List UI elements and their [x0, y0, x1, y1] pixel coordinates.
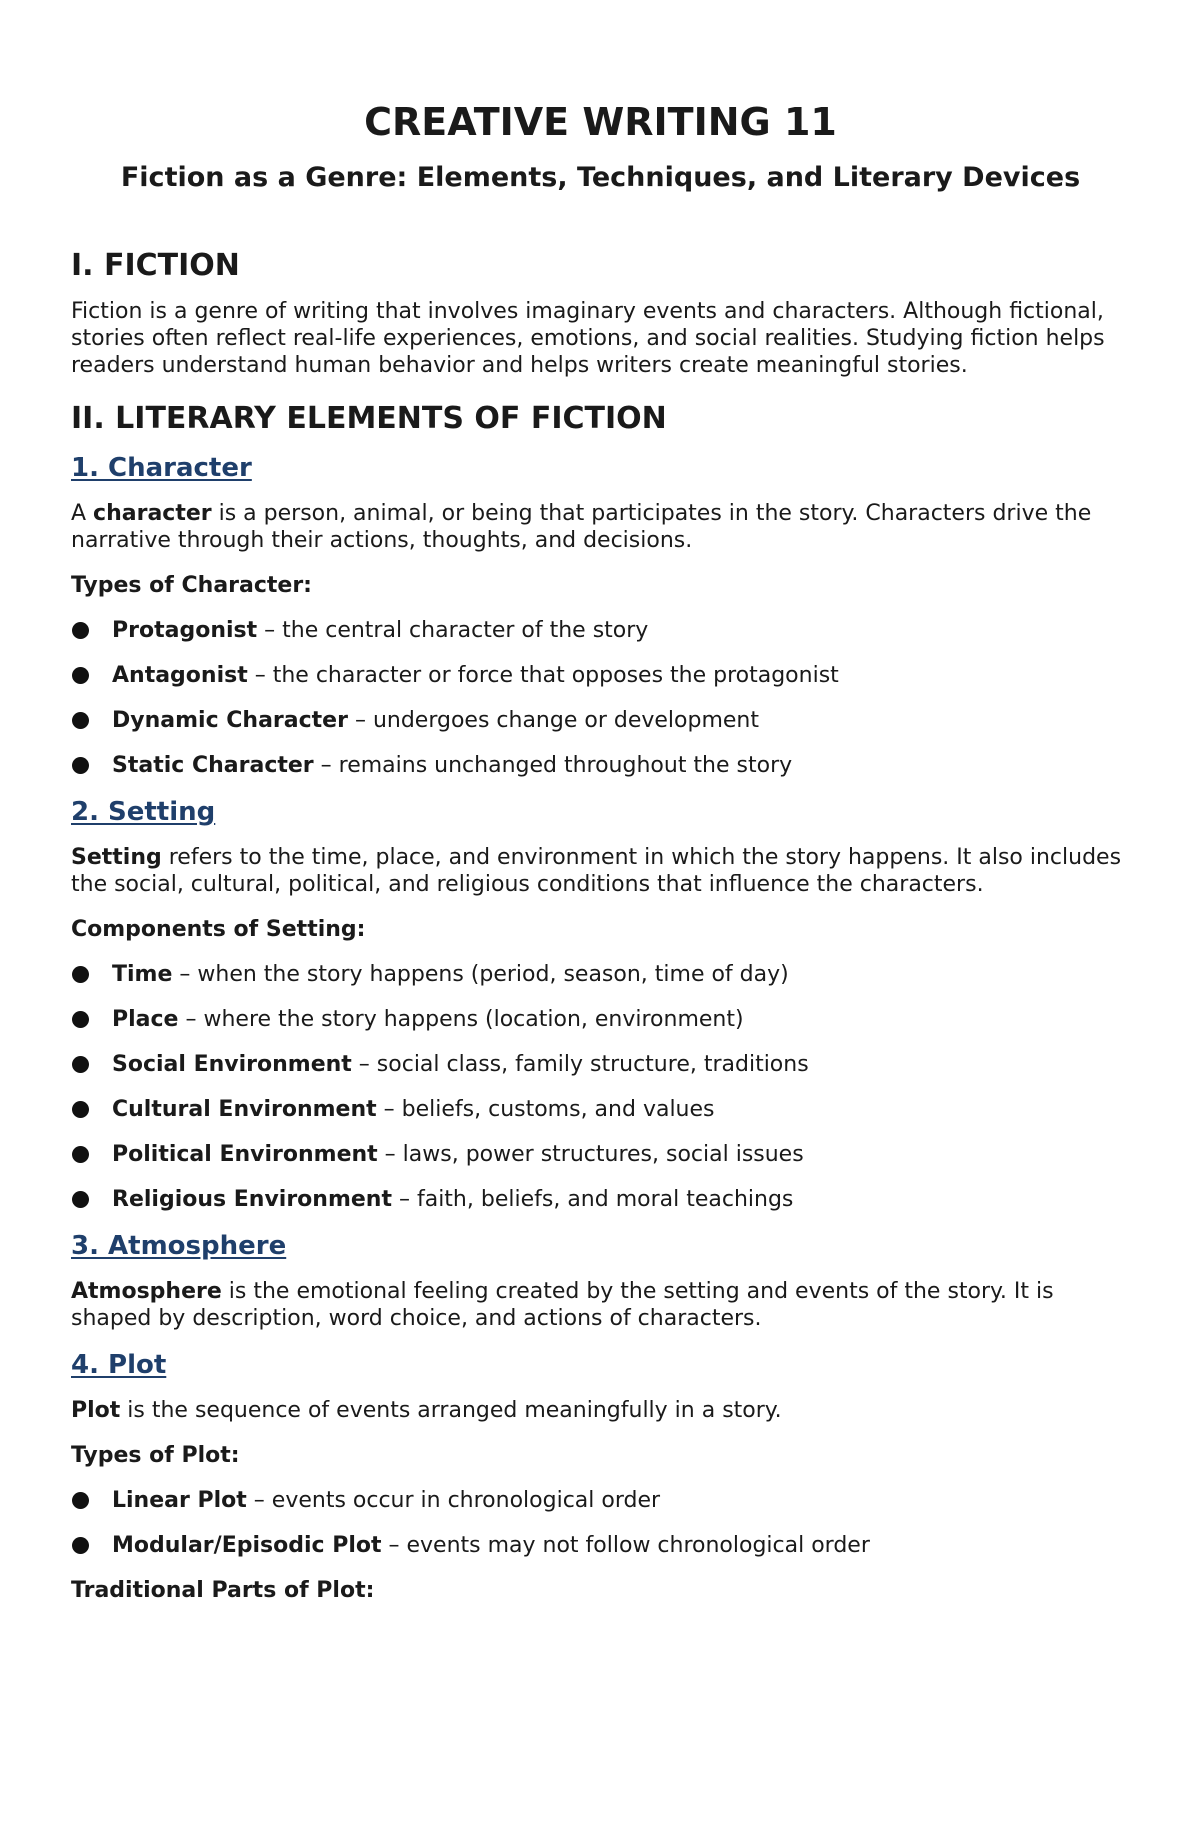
- setting-components-list: [71, 961, 1130, 1213]
- list-item-desc: – social class, family structure, traditions: [351, 1051, 809, 1077]
- character-heading: 1. Character: [71, 452, 252, 483]
- character-subsection: [71, 453, 1130, 779]
- bullet-icon: [72, 712, 89, 729]
- list-item-term: Linear Plot: [112, 1488, 247, 1514]
- atmosphere-intro-rest: is the emotional feeling created by the setting and events of the story. It is shaped by description, word choice, and actions of characters.: [71, 1279, 1054, 1332]
- character-types-label: Types of Character:: [71, 572, 312, 598]
- character-intro-term: character: [93, 500, 212, 526]
- list-item-term: Political Environment: [112, 1141, 378, 1167]
- literary-elements-heading: II. LITERARY ELEMENTS OF FICTION: [71, 400, 667, 436]
- list-item-term: Static Character: [112, 752, 314, 778]
- list-item-term: Modular/Episodic Plot: [112, 1533, 382, 1559]
- setting-components-label: Components of Setting:: [71, 916, 366, 942]
- bullet-icon: [72, 1146, 89, 1163]
- list-item: [71, 1186, 1130, 1213]
- plot-intro: [71, 1397, 1130, 1424]
- fiction-body: Fiction is a genre of writing that involves imaginary events and characters. Although fictional, stories often reflect real-life experiences, emotions, and social realities. Studying fiction helps readers understand human behavior and helps writers create meaningful stories.: [71, 298, 1105, 378]
- list-item-desc: – beliefs, customs, and values: [376, 1096, 715, 1122]
- document-title: CREATIVE WRITING 11: [364, 100, 837, 144]
- list-item-desc: – remains unchanged throughout the story: [313, 752, 793, 778]
- setting-heading: 2. Setting: [71, 796, 216, 827]
- list-item-desc: – events may not follow chronological order: [381, 1533, 870, 1559]
- bullet-icon: [72, 1101, 89, 1118]
- list-item-desc: – the central character of the story: [257, 617, 649, 643]
- list-item-desc: – laws, power structures, social issues: [377, 1141, 804, 1167]
- list-item: [71, 1141, 1130, 1168]
- bullet-icon: [72, 667, 89, 684]
- list-item: [71, 662, 1130, 689]
- bullet-icon: [72, 1492, 89, 1509]
- bullet-icon: [72, 757, 89, 774]
- setting-intro: [71, 844, 1130, 898]
- bullet-icon: [72, 1011, 89, 1028]
- literary-elements-section: [71, 401, 1130, 1605]
- character-intro-lead: A: [71, 500, 94, 526]
- setting-intro-term: Setting: [71, 844, 162, 870]
- list-item-term: Place: [112, 1006, 179, 1032]
- list-item-term: Cultural Environment: [112, 1096, 377, 1122]
- atmosphere-intro: [71, 1278, 1130, 1332]
- bullet-icon: [72, 966, 89, 983]
- document-subtitle: Fiction as a Genre: Elements, Techniques, and Literary Devices: [120, 161, 1081, 193]
- atmosphere-subsection: [71, 1231, 1130, 1332]
- atmosphere-intro-term: Atmosphere: [71, 1279, 222, 1305]
- list-item: [71, 1096, 1130, 1123]
- bullet-icon: [72, 1537, 89, 1554]
- list-item: [71, 961, 1130, 988]
- plot-intro-term: Plot: [71, 1398, 121, 1424]
- list-item: [71, 1006, 1130, 1033]
- list-item-term: Antagonist: [112, 662, 248, 688]
- list-item-desc: – where the story happens (location, environment): [178, 1006, 744, 1032]
- bullet-icon: [72, 1191, 89, 1208]
- list-item: [71, 752, 1130, 779]
- list-item-desc: – when the story happens (period, season, time of day): [172, 961, 789, 987]
- plot-parts-label: Traditional Parts of Plot:: [71, 1578, 375, 1604]
- fiction-heading: I. FICTION: [71, 247, 240, 283]
- plot-intro-rest: is the sequence of events arranged meaningfully in a story.: [120, 1398, 782, 1424]
- list-item: [71, 1532, 1130, 1559]
- fiction-section: [71, 248, 1130, 379]
- character-types-list: [71, 617, 1130, 779]
- list-item-term: Dynamic Character: [112, 707, 348, 733]
- plot-types-label: Types of Plot:: [71, 1443, 240, 1469]
- atmosphere-heading: 3. Atmosphere: [71, 1230, 287, 1261]
- list-item-desc: – undergoes change or development: [347, 707, 759, 733]
- list-item-desc: – faith, beliefs, and moral teachings: [391, 1186, 794, 1212]
- plot-types-list: [71, 1487, 1130, 1559]
- list-item: [71, 707, 1130, 734]
- plot-subsection: [71, 1350, 1130, 1604]
- list-item-term: Religious Environment: [112, 1186, 392, 1212]
- list-item-term: Social Environment: [112, 1051, 352, 1077]
- list-item-desc: – events occur in chronological order: [246, 1488, 661, 1514]
- character-intro-rest: is a person, animal, or being that participates in the story. Characters drive the narrative through their actions, thoughts, and decisions.: [71, 500, 1092, 553]
- list-item-desc: – the character or force that opposes the protagonist: [247, 662, 839, 688]
- bullet-icon: [72, 622, 89, 639]
- list-item: [71, 1051, 1130, 1078]
- list-item: [71, 1487, 1130, 1514]
- list-item: [71, 617, 1130, 644]
- list-item-term: Protagonist: [112, 617, 258, 643]
- list-item-term: Time: [112, 961, 173, 987]
- plot-heading: 4. Plot: [71, 1350, 167, 1381]
- bullet-icon: [72, 1056, 89, 1073]
- character-intro: [71, 500, 1130, 554]
- setting-subsection: [71, 797, 1130, 1213]
- setting-intro-rest: refers to the time, place, and environment in which the story happens. It also includes the social, cultural, political, and religious conditions that influence the characters.: [71, 844, 1122, 897]
